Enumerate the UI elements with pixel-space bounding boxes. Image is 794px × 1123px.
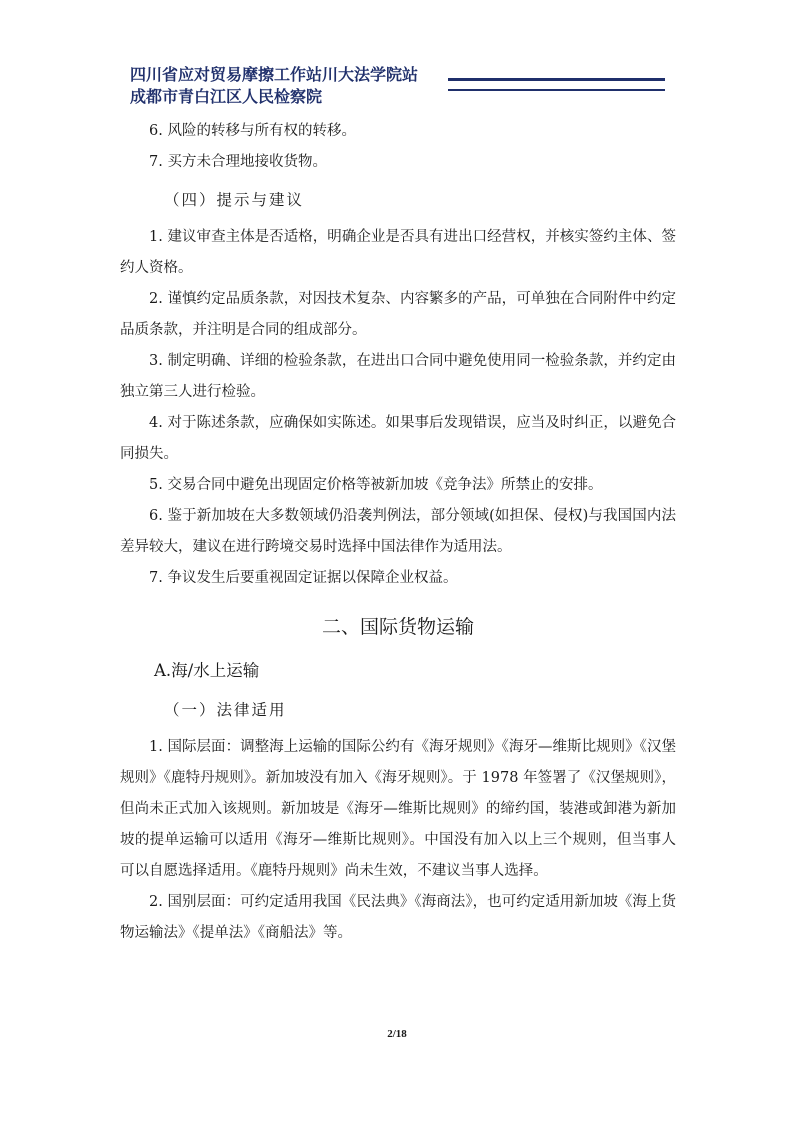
law-item: 1. 国际层面：调整海上运输的国际公约有《海牙规则》《海牙—维斯比规则》《汉堡规则》《鹿特丹规则》。新加坡没有加入《海牙规则》。于 1978 年签署了《汉堡规则》，但尚未正式加入该规则。新加坡是《海牙—维斯比规则》的缔约国，装港或卸港为新加坡的提单运输可以适用《海牙—维斯比规则》。中国没有加入以上三个规则，但当事人可以自愿选择适用。《鹿特丹规则》尚未生效，不建议当事人选择。	[120, 739, 676, 879]
advice-item: 3. 制定明确、详细的检验条款，在进出口合同中避免使用同一检验条款，并约定由独立第三人进行检验。	[120, 353, 676, 400]
page-number: 2/18	[387, 1028, 407, 1040]
law-heading: （一）法律适用	[164, 701, 287, 719]
section-title: 二、国际货物运输	[321, 616, 474, 638]
advice-item: 1. 建议审查主体是否适格，明确企业是否具有进出口经营权，并核实签约主体、签约人资格。	[120, 229, 676, 276]
list-item: 7. 买方未合理地接收货物。	[149, 154, 327, 170]
part-title: A.海/水上运输	[154, 661, 260, 680]
advice-item: 7. 争议发生后要重视固定证据以保障企业权益。	[149, 570, 458, 586]
header-org-line-1: 四川省应对贸易摩擦工作站川大法学院站	[130, 65, 419, 84]
advice-item: 2. 谨慎约定品质条款，对因技术复杂、内容繁多的产品，可单独在合同附件中约定品质条款，并注明是合同的组成部分。	[120, 291, 676, 338]
header-rule-thin	[448, 89, 665, 91]
advice-item: 4. 对于陈述条款，应确保如实陈述。如果事后发现错误，应当及时纠正，以避免合同损失。	[120, 415, 676, 462]
advice-item: 5. 交易合同中避免出现固定价格等被新加坡《竞争法》所禁止的安排。	[149, 477, 603, 493]
document-body	[120, 116, 676, 949]
header-rule-thick	[448, 78, 665, 81]
list-item: 6. 风险的转移与所有权的转移。	[149, 123, 356, 139]
advice-item: 6. 鉴于新加坡在大多数领域仍沿袭判例法，部分领域(如担保、侵权)与我国国内法差异较大，建议在进行跨境交易时选择中国法律作为适用法。	[120, 508, 676, 555]
law-item: 2. 国别层面：可约定适用我国《民法典》《海商法》，也可约定适用新加坡《海上货物运输法》《提单法》《商船法》等。	[120, 894, 676, 941]
advice-heading: （四）提示与建议	[164, 191, 305, 209]
header-org-line-2: 成都市青白江区人民检察院	[130, 87, 323, 106]
